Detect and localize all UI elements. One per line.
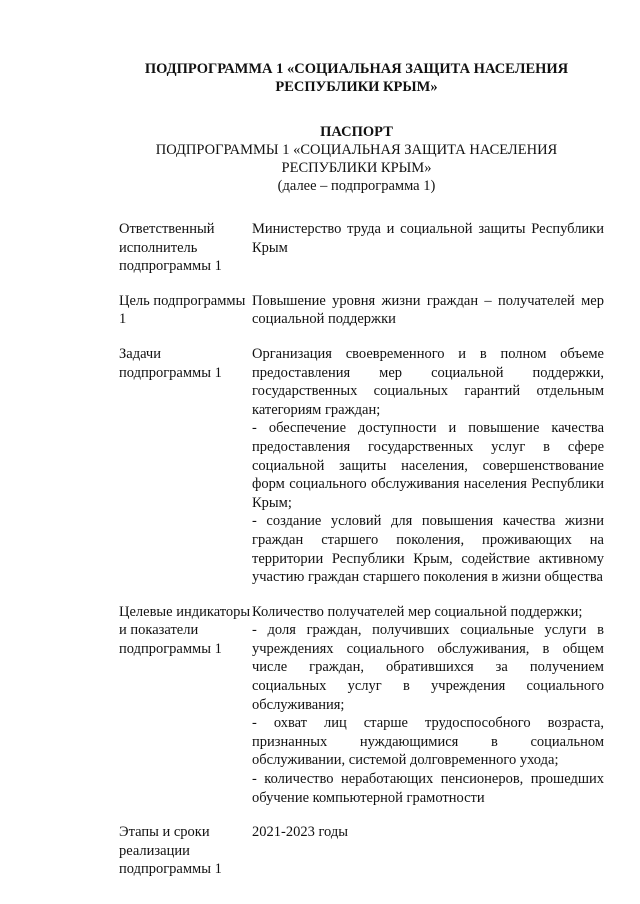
row-label: Задачи подпрограммы 1 xyxy=(119,345,222,381)
row-value xyxy=(252,292,604,329)
row-value-paragraph: - доля граждан, получивших социальные услуги в учреждениях социального обслуживания, в общем числе граждан, обратившихся за получением социальных услуг в учреждения социального обслуживания; xyxy=(252,622,604,713)
passport-subtitle-line: ПОДПРОГРАММЫ 1 «СОЦИАЛЬНАЯ ЗАЩИТА НАСЕЛЕНИЯ xyxy=(155,142,558,158)
row-value-paragraph: - охват лиц старше трудоспособного возраста, признанных нуждающимися в социальном обслуживании, системой долговременного ухода; xyxy=(252,715,604,769)
passport-row-stages xyxy=(119,823,604,879)
row-value xyxy=(252,345,604,587)
row-value xyxy=(252,823,604,842)
row-label: Целевые индикаторы и показатели подпрограммы 1 xyxy=(119,603,251,657)
row-value-paragraph: - обеспечение доступности и повышение качества предоставления государственных услуг в сфере социальной защиты населения, совершенствование форм социального обслуживания населения Республики Крым; xyxy=(252,420,604,511)
row-label: Ответственный исполнитель подпрограммы 1 xyxy=(119,221,222,275)
row-label: Этапы и сроки реализации подпрограммы 1 xyxy=(119,824,222,878)
passport-row-responsible xyxy=(119,220,604,276)
row-value-paragraph: - количество неработающих пенсионеров, прошедших обучение компьютерной грамотности xyxy=(252,771,604,806)
passport-table xyxy=(119,220,604,879)
passport-subtitle-note: (далее – подпрограмма 1) xyxy=(277,178,436,194)
row-value-paragraph: Организация своевременного и в полном объеме предоставления мер социальной поддержки, государственных социальных гарантий отдельным категориям граждан; xyxy=(252,345,604,418)
row-value xyxy=(252,603,604,808)
passport-heading: ПАСПОРТ xyxy=(320,124,393,140)
passport-row-tasks xyxy=(119,345,604,587)
document-title: ПОДПРОГРАММА 1 «СОЦИАЛЬНАЯ ЗАЩИТА НАСЕЛЕНИЯ РЕСПУБЛИКИ КРЫМ» xyxy=(144,61,569,95)
row-value-paragraph: Повышение уровня жизни граждан – получателей мер социальной поддержки xyxy=(252,292,604,328)
passport-subtitle xyxy=(109,141,604,195)
row-value-paragraph: - создание условий для повышения качества жизни граждан старшего поколения, проживающих на территории Республики Крым, содействие активному участию граждан старшего поколения в жизни общества xyxy=(252,513,604,586)
row-value xyxy=(252,220,604,257)
row-value-paragraph: Министерство труда и социальной защиты Республики Крым xyxy=(252,221,604,256)
passport-subtitle-line: РЕСПУБЛИКИ КРЫМ» xyxy=(281,160,432,176)
passport-row-goal xyxy=(119,292,604,329)
row-value-paragraph: Количество получателей мер социальной поддержки; xyxy=(252,603,583,620)
row-label: Цель подпрограммы 1 xyxy=(119,292,246,328)
row-value-paragraph: 2021-2023 годы xyxy=(252,824,348,841)
passport-row-indicators xyxy=(119,603,604,808)
